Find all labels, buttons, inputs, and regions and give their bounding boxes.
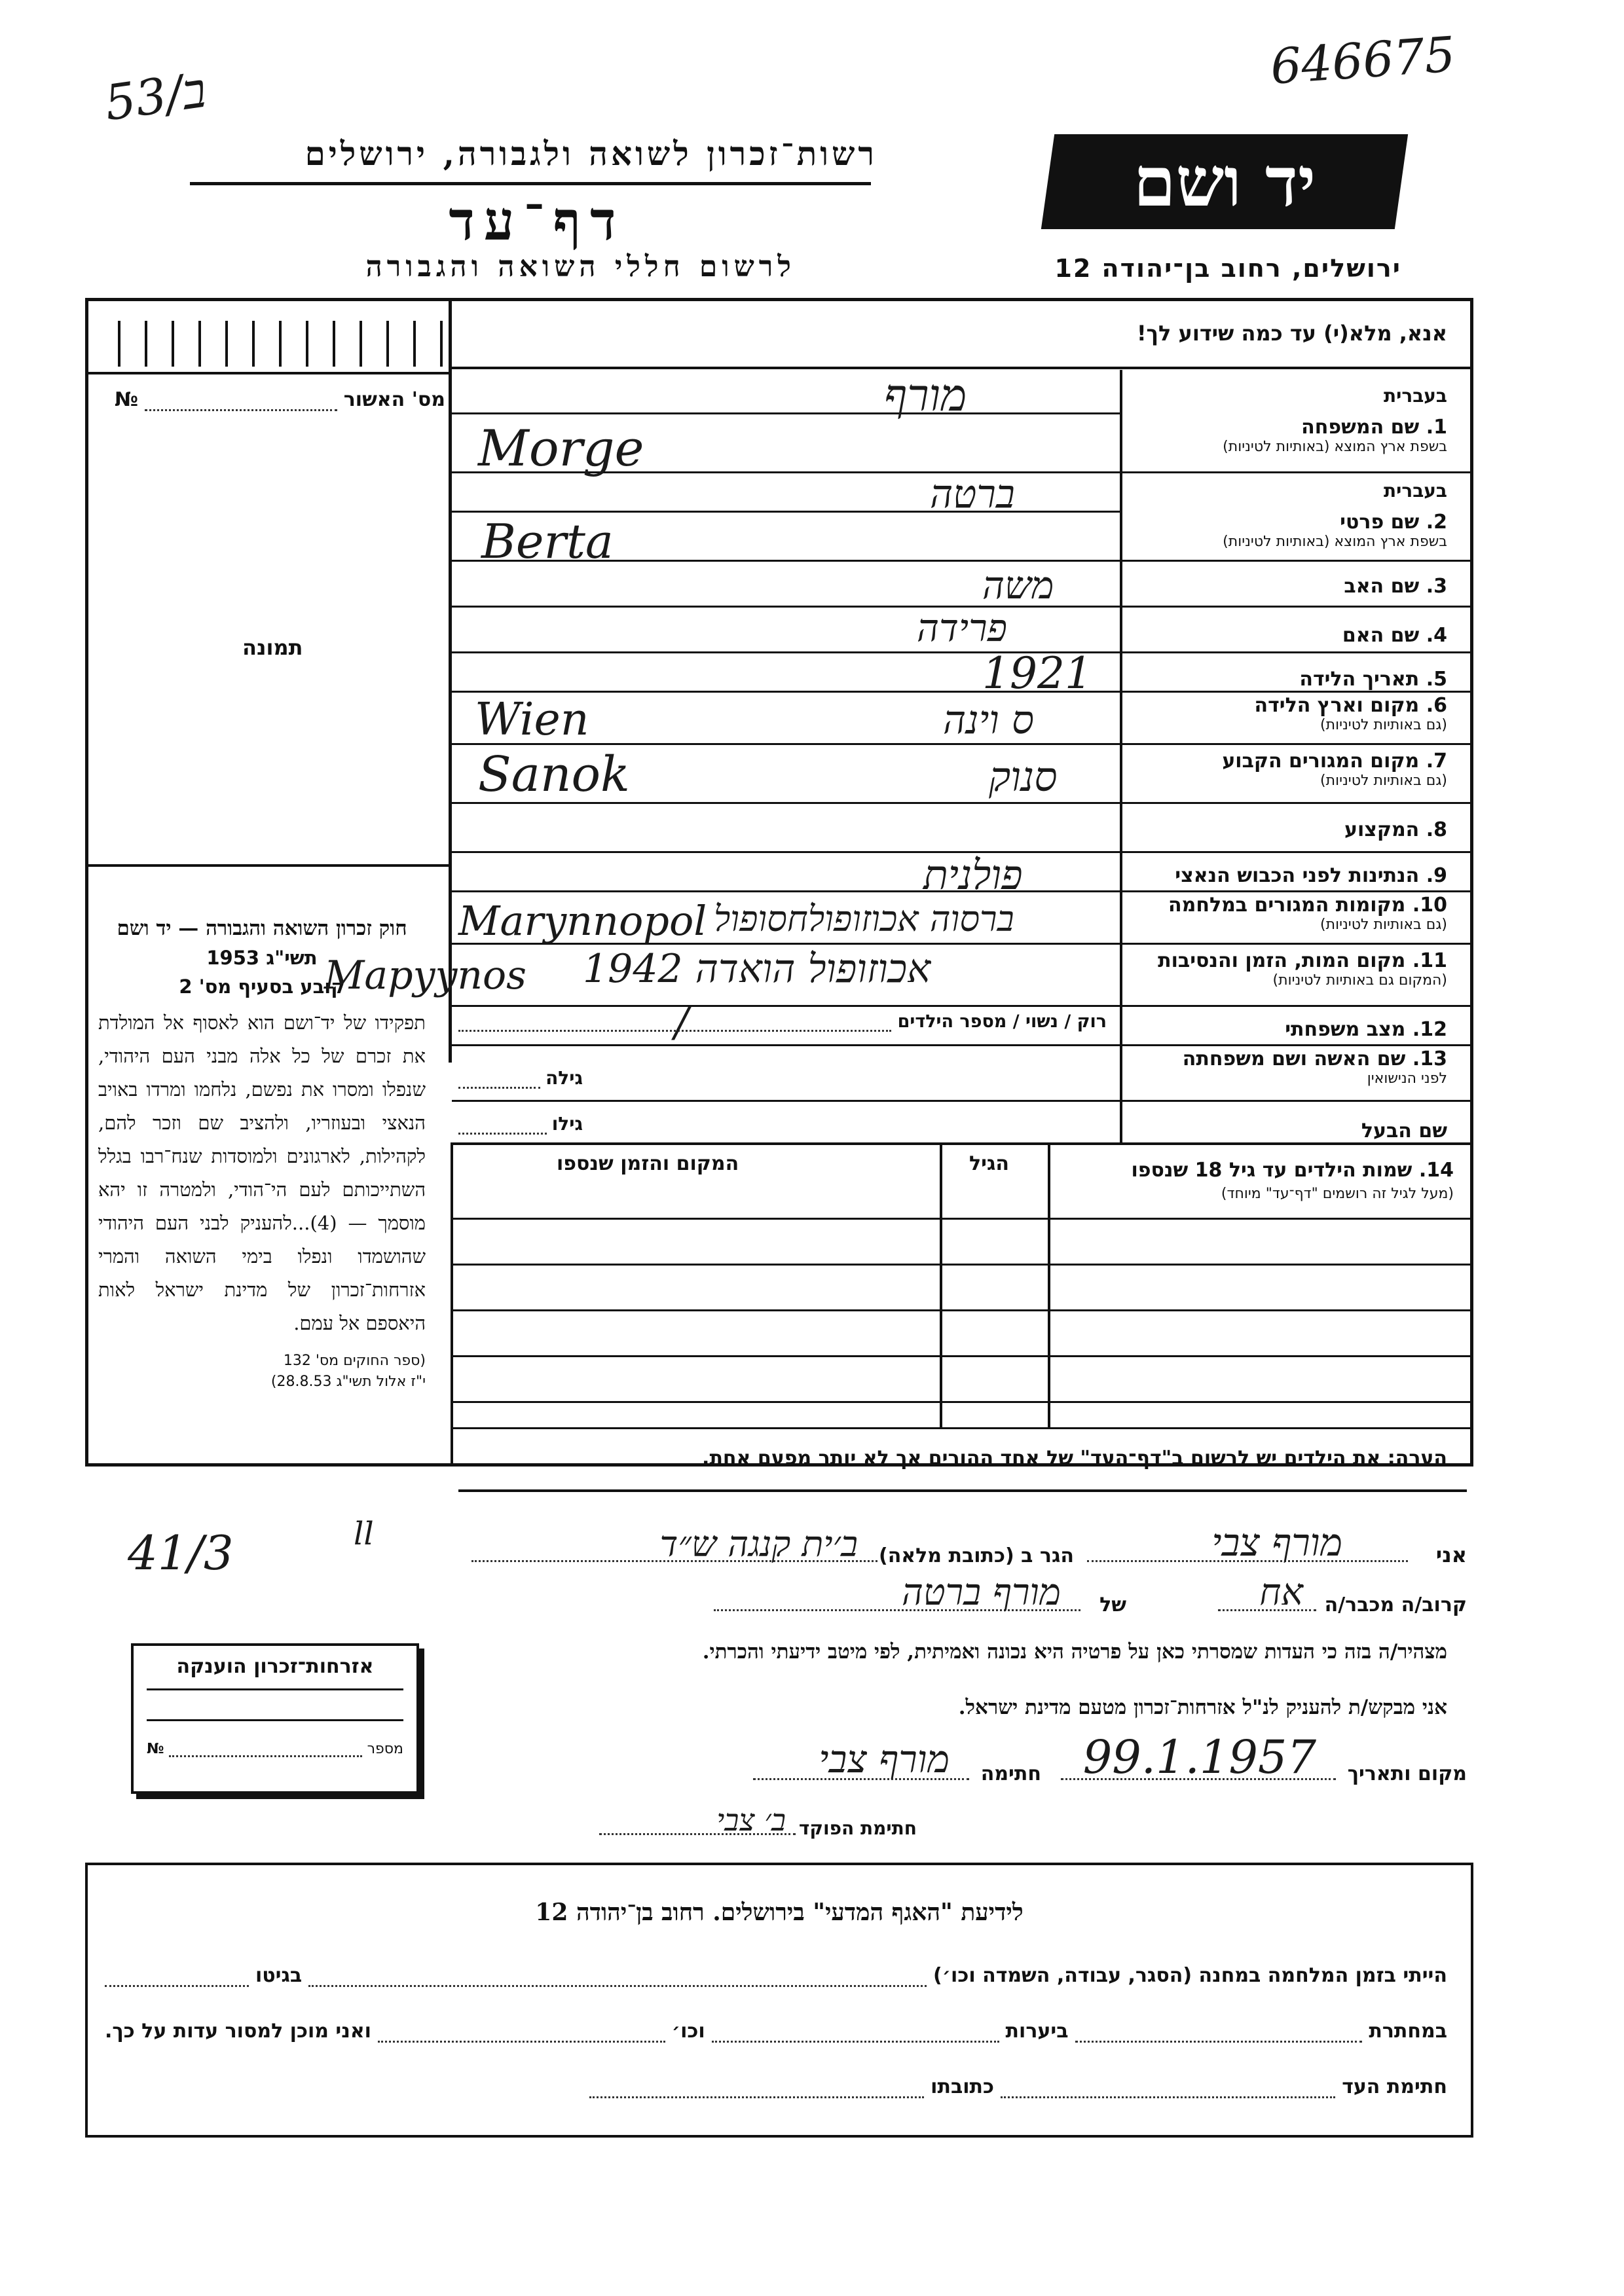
value-rule-6 <box>452 743 1470 745</box>
resides-label: הגר ב (כתובת מלאה) <box>878 1544 1074 1567</box>
field-label-1 <box>1113 385 1447 455</box>
value-death-latin: Mapyynos <box>324 953 526 998</box>
approval-number-row <box>115 388 445 411</box>
children-sub: (מעל לגיל זה רושמים "דף־עד" מיוחד) <box>1221 1186 1454 1202</box>
value-birthplace-hebrew: ס וינה <box>943 697 1034 743</box>
officer-line <box>589 1804 917 1843</box>
children-divider-2 <box>1048 1142 1050 1427</box>
children-row-rule-1 <box>452 1264 1470 1266</box>
marital-mark: / <box>674 998 688 1046</box>
field-label-8: 8. המקצוע <box>1344 818 1447 841</box>
value-rule-5 <box>452 691 1470 693</box>
value-residence-hebrew: סנוק <box>989 753 1058 801</box>
header-address: ירושלים, רחוב בן־יהודה 12 <box>1054 254 1401 283</box>
declarant-address: ב׳ית קנגה ש״ד <box>659 1523 858 1565</box>
approval-no: № <box>115 388 139 411</box>
children-age-header: הגיל <box>969 1152 1009 1175</box>
certificate-no: № <box>147 1741 164 1757</box>
relation-label: קרוב/ה מכבר/ה <box>1324 1594 1467 1616</box>
place-date-value: 99.1.1957 <box>1082 1730 1316 1784</box>
form-subtitle: לרשום חללי השואה והגבורה <box>365 250 796 283</box>
footer-address-label: כתובתו <box>931 2075 995 2098</box>
declaration-line-2 <box>458 1571 1467 1620</box>
marital-label: רוק / נשוי / מספר הילדים <box>897 1011 1107 1032</box>
footer-line-2 <box>105 2020 1447 2043</box>
children-title: 14. שמות הילדים עד גיל 18 שנספו <box>1131 1159 1454 1182</box>
footer-willing-label: ואני מוכן למסור עדות על כך. <box>105 2020 371 2043</box>
yad-vashem-logo <box>1041 134 1408 229</box>
field-label-10: 10. מקומות המגורים במלחמה (גם באותיות לטיניות) <box>1168 894 1447 933</box>
certificate-rule-2 <box>147 1719 403 1721</box>
certificate-title: אזרחות־זכרון הוענקה <box>176 1655 374 1678</box>
value-birthplace-latin: Wien <box>475 694 589 746</box>
field-label-13: 13. שם האשה ושם משפחתה לפני הנישואין <box>1182 1048 1447 1087</box>
footer-witness-signature-dots <box>1001 2079 1335 2098</box>
approval-ticks <box>118 321 445 367</box>
children-row-rule-2 <box>452 1309 1470 1311</box>
field-1-sub: בשפת ארץ המוצא (באותיות לטיניות) <box>1223 439 1447 455</box>
value-wartime-latin: Marynnopol <box>458 897 707 945</box>
footer-ghetto-label: בגיטו <box>255 1964 303 1987</box>
declarant-name: מורף צבי <box>1211 1520 1342 1565</box>
marital-row <box>458 1011 1107 1032</box>
field-2-num: 2. <box>1426 511 1447 534</box>
value-wartime-hebrew: ברסוה אכוזופולחסופול <box>714 898 1014 939</box>
photo-label: תמונה <box>242 635 303 660</box>
footer-camp-dots <box>308 1968 927 1987</box>
field-2-hebrew-tag: בעברית <box>1383 480 1447 501</box>
value-rule-12 <box>452 1044 1470 1046</box>
remark-text: הערה: את הילדים יש לרשום ב"דף־העד" של אחד ההורים אך לא יותר מפעם אחת. <box>702 1447 1447 1470</box>
footer-line-1 <box>105 1964 1447 1987</box>
value-first-hebrew: ברטה <box>930 471 1015 517</box>
handwritten-number-top-right: 646675 <box>1268 26 1458 96</box>
declaration-line-1 <box>458 1520 1467 1571</box>
certificate-number-label: מספר <box>367 1741 403 1757</box>
footer-title: לידיעת "האגף המדעי" בירושלים. רחוב בן־יהודה 12 <box>535 1899 1024 1926</box>
value-father: משה <box>982 563 1054 608</box>
declaration-request: אני מבקש/ת להעניק לנ"ל אזרחות־זכרון מטעם מדינת ישראל. <box>958 1696 1447 1719</box>
authority-title: רשות־זכרון לשואה ולגבורה, ירושלים <box>304 134 877 173</box>
husband-age-dots <box>458 1117 547 1135</box>
field-label-3: 3. שם האב <box>1344 575 1447 598</box>
margin-handwritten-ref: 41/3 <box>128 1525 234 1580</box>
margin-handwritten-mark: ll <box>354 1516 374 1552</box>
authority-underline <box>190 182 871 185</box>
of-value: מורף ברטה <box>902 1571 1061 1614</box>
approval-dots <box>145 392 337 411</box>
value-family-latin: Morge <box>478 419 644 477</box>
field-2-label: שם פרטי <box>1340 511 1420 534</box>
value-residence-latin: Sanok <box>478 746 630 803</box>
value-death-hebrew: אכוזופול הואדה 1942 <box>583 946 931 992</box>
certificate-dots <box>169 1742 361 1757</box>
wife-age-dots <box>458 1071 540 1089</box>
children-label <box>1131 1159 1454 1202</box>
footer-address-dots <box>589 2079 924 2098</box>
approval-label: מס' האשור <box>343 388 445 411</box>
signature-value: מורף צבי <box>819 1737 950 1781</box>
children-place-header: המקום והזמן שנספו <box>557 1152 739 1175</box>
declaration-top-rule <box>458 1489 1467 1492</box>
children-row-rule-3 <box>452 1355 1470 1357</box>
value-mother: פרידה <box>917 606 1008 650</box>
children-header-rule <box>452 1218 1470 1220</box>
law-section: קובע בסעיף מס' 2 <box>179 975 345 998</box>
relation-value: אח <box>1259 1571 1303 1614</box>
wife-age-row <box>458 1067 583 1089</box>
of-label: של <box>1099 1594 1126 1616</box>
left-top-rule <box>88 372 449 374</box>
field-label-4: 4. שם האם <box>1342 624 1447 647</box>
value-nationality: פולנית <box>923 851 1023 899</box>
footer-etc-dots <box>378 2024 665 2043</box>
field-label-9: 9. הנתינות לפני הכבוש הנאצי <box>1175 864 1447 887</box>
i-label: אני <box>1435 1542 1467 1567</box>
footer-line-3 <box>589 2075 1447 2098</box>
intro-rule <box>451 367 1472 369</box>
footer-forests-label: ביערות <box>1005 2020 1069 2043</box>
value-rule-husband <box>452 1142 1470 1145</box>
children-left-edge <box>451 1142 453 1467</box>
certificate-number-row <box>147 1741 403 1757</box>
children-divider-1 <box>940 1142 942 1427</box>
age-label-husband: גילו <box>551 1113 583 1135</box>
children-bottom-rule <box>452 1427 1470 1429</box>
value-rule-1a <box>452 412 1120 414</box>
place-date-label: מקום ותאריך <box>1347 1762 1467 1785</box>
footer-camp-label: הייתי בזמן המלחמה במחנה (הסגר, עבודה, השמדה וכו׳) <box>933 1964 1447 1987</box>
certificate-rule-1 <box>147 1688 403 1690</box>
intro-text: אנא, מלא(י) עד כמה שידוע לך! <box>1136 321 1447 346</box>
field-1-num: 1. <box>1426 416 1447 439</box>
value-rule-13 <box>452 1100 1470 1102</box>
footer-etc-label: וכו׳ <box>671 2020 705 2043</box>
husband-age-row <box>458 1113 583 1135</box>
field-label-7: 7. מקום המגורים הקבוע (גם באותיות לטיניות) <box>1222 750 1447 789</box>
field-1-hebrew-tag: בעברית <box>1383 385 1447 407</box>
value-rule-2a <box>452 511 1120 513</box>
law-citation-2: י"ז אלול תשי"ג 28.8.53) <box>270 1374 426 1390</box>
signature-label: חתימה <box>980 1762 1041 1785</box>
field-label-5: 5. תאריך הלידה <box>1299 668 1447 691</box>
handwritten-ref-top-left: 53/ב <box>101 62 210 132</box>
field-label-12: 12. מצב משפחתי <box>1285 1018 1447 1041</box>
law-title: חוק זכרון השואה והגבורה — יד ושם <box>117 917 407 940</box>
value-rule-11 <box>452 1005 1470 1007</box>
value-birthdate: 1921 <box>982 648 1092 699</box>
footer-witness-signature-label: חתימת העד <box>1342 2075 1447 2098</box>
officer-value: ב׳ צבי <box>716 1802 786 1838</box>
age-label-wife: גילה <box>545 1067 583 1089</box>
law-year: תשי"ג 1953 <box>206 947 318 969</box>
field-label-11: 11. מקום המות, הזמן והנסיבות (המקום גם באותיות לטיניות) <box>1158 949 1447 989</box>
law-text: תפקידו של יד־ושם הוא לאסוף אל המולדת את זכרם של כל אלה מבני העם היהודי, שנפלו ומסרו את נפשם, נלחמו ומרדו באויב הנאצי ובעוזריו, ולהציב שם וזכר להם, לקהילות, לארגונים ולמוסדות שנח־רבו בגלל השתייכותם לעם הי־הודי, ולמטרה זו יהא מוסמך — (4)...להעניק לבני העם היהודי שהושמדו ונפלו בימי השואה והמרי אזרחות־זכרון של מדינת ישראל לאות היאספם אל עמם. <box>98 1011 426 1334</box>
field-label-husband: שם הבעל <box>1361 1120 1447 1142</box>
photo-bottom-rule <box>88 864 449 867</box>
value-rule-4 <box>452 651 1470 653</box>
field-1-label: שם המשפחה <box>1301 416 1420 439</box>
certificate-box <box>131 1643 419 1794</box>
footer-ghetto-dots <box>105 1968 249 1987</box>
children-row-rule-4 <box>452 1401 1470 1403</box>
value-first-latin: Berta <box>481 514 614 569</box>
declaration-statement: מצהיר/ה בזה כי העדות שמסרתי כאן על פרטיה היא נכונה ואמיתית, לפי מיטב ידיעתי והכרתי. <box>702 1640 1447 1664</box>
field-2-sub: בשפת ארץ המוצא (באותיות לטיניות) <box>1223 534 1447 550</box>
field-label-6: 6. מקום וארץ הלידה (גם באותיות לטיניות) <box>1254 694 1447 733</box>
footer-forests-dots <box>712 2024 999 2043</box>
declaration-line-3 <box>458 1732 1467 1791</box>
officer-label: חתימת הפוקד <box>798 1817 917 1839</box>
logo-text: יד ושם <box>1133 141 1316 222</box>
field-label-2 <box>1113 480 1447 550</box>
law-citation-1: (ספר החוקים מס' 132 <box>283 1353 426 1369</box>
footer-underground-dots <box>1075 2024 1363 2043</box>
form-title: דף־עד <box>449 190 625 253</box>
footer-underground-label: במחתרת <box>1369 2020 1447 2043</box>
value-family-hebrew: מורף <box>884 370 967 422</box>
